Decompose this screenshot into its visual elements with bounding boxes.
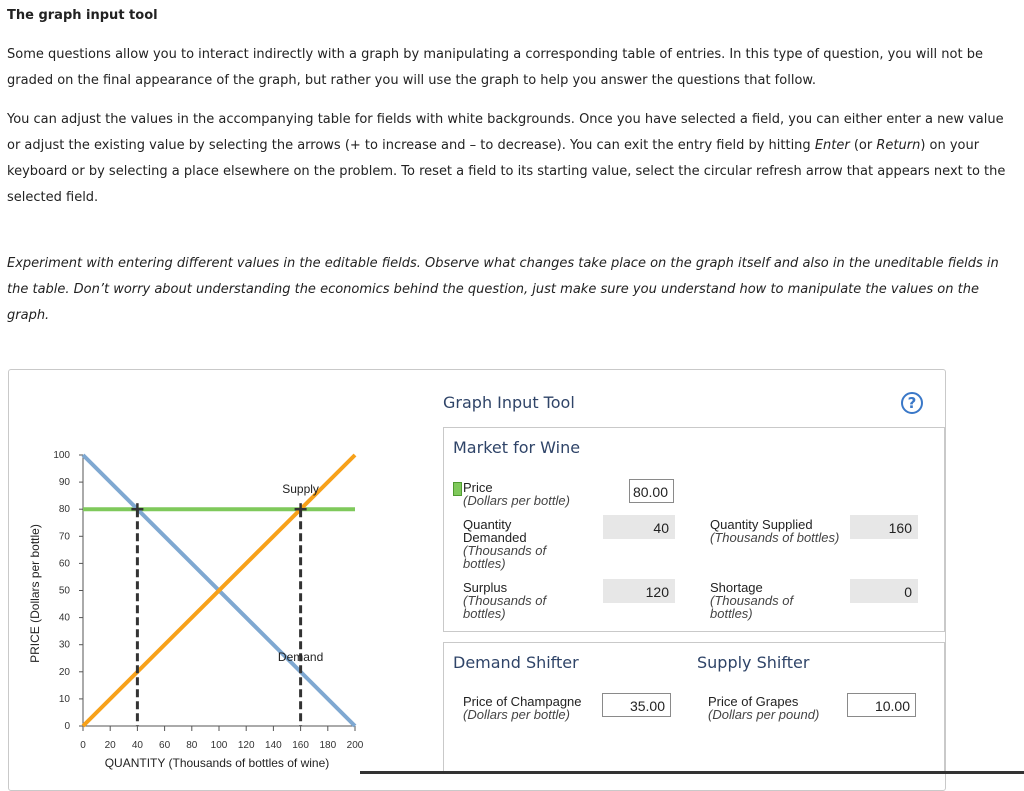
x-tick-label: 120 [237, 740, 255, 751]
champagne-price-label [463, 695, 588, 721]
x-tick-label: 200 [346, 740, 364, 751]
y-tick-label: 70 [58, 531, 70, 543]
price-unit: (Dollars per bottle) [463, 493, 570, 508]
x-tick-label: 180 [319, 740, 337, 751]
y-tick-label: 50 [58, 585, 70, 597]
return-key-text: Return [876, 138, 921, 153]
x-tick-label: 40 [131, 740, 143, 751]
qd-label [463, 518, 563, 570]
market-graph [0, 0, 440, 774]
champagne-price-input[interactable]: 35.00 [602, 693, 671, 717]
surplus-label-text: Surplus [463, 580, 508, 595]
x-tick-label: 160 [292, 740, 309, 751]
surplus-value: 120 [603, 579, 675, 603]
x-axis-label: QUANTITY (Thousands of bottles of wine) [104, 756, 330, 770]
enter-key-text: Enter [814, 138, 850, 153]
qd-value: 40 [603, 515, 675, 539]
instructions-text-c: ) on your keyboard or by selecting a place elsewhere on the problem. To reset a field to its starting value, select the circular refresh arrow that appears next to the selected field. [7, 138, 1006, 205]
shortage-label-text: Shortage [710, 580, 763, 595]
y-tick-label: 20 [58, 666, 70, 678]
y-tick-label: 60 [58, 558, 70, 570]
price-label-text: Price [463, 480, 493, 495]
page-title: The graph input tool [7, 8, 158, 23]
market-title: Market for Wine [453, 438, 581, 457]
x-tick-label: 20 [104, 740, 116, 751]
shortage-unit: (Thousands of bottles) [710, 593, 794, 621]
demand-shifter-title: Demand Shifter [453, 653, 579, 672]
x-tick-label: 60 [159, 740, 171, 751]
qs-label [710, 518, 840, 544]
qs-value: 160 [850, 515, 918, 539]
instructions-text-a: You can adjust the values in the accompanying table for fields with white backgrounds. Once you have selected a field, you can either enter a new value or adjust the existing value by selecting the arrows (+ to increase and – to decrease). You can exit the entry field by hitting [7, 112, 1004, 153]
x-tick-label: 0 [80, 740, 86, 751]
y-tick-label: 30 [58, 639, 70, 651]
qs-unit: (Thousands of bottles) [710, 530, 840, 545]
curve-label-supply: Supply [282, 481, 319, 496]
price-label [463, 481, 570, 507]
help-icon[interactable]: ? [901, 392, 923, 414]
supply-shifter-title: Supply Shifter [697, 653, 810, 672]
price-input[interactable]: 80.00 [629, 479, 674, 503]
grapes-price-label [708, 695, 838, 721]
qs-label-text: Quantity Supplied [710, 517, 813, 532]
tool-title: Graph Input Tool [443, 393, 575, 412]
y-tick-label: 90 [58, 477, 70, 489]
curve-label-demand: Demand [277, 649, 324, 664]
x-tick-label: 100 [210, 740, 228, 751]
grapes-price-unit: (Dollars per pound) [708, 707, 820, 722]
y-tick-label: 100 [53, 450, 70, 461]
y-tick-label: 80 [58, 504, 70, 516]
surplus-label [463, 581, 563, 620]
y-tick-label: 40 [58, 612, 70, 624]
shortage-value: 0 [850, 579, 918, 603]
x-tick-label: 140 [265, 740, 282, 751]
x-tick-label: 80 [186, 740, 198, 751]
qd-label-text: Quantity Demanded [463, 517, 527, 545]
grapes-price-input[interactable]: 10.00 [847, 693, 916, 717]
instructions-text-b: (or [849, 138, 877, 153]
experiment-paragraph: Experiment with entering different values in the editable fields. Observe what changes take place on the graph itself and also in the uneditable fields in the table. Don’t worry about understanding the economics behind the question, just make sure you understand how to manipulate the values on the graph. [7, 256, 999, 323]
champagne-price-unit: (Dollars per bottle) [463, 707, 570, 722]
y-tick-label: 0 [64, 721, 70, 732]
qd-unit: (Thousands of bottles) [463, 543, 547, 571]
y-tick-label: 10 [58, 693, 70, 705]
surplus-unit: (Thousands of bottles) [463, 593, 547, 621]
price-line-swatch-icon [453, 482, 462, 496]
champagne-price-label-text: Price of Champagne [463, 694, 582, 709]
y-axis-label: PRICE (Dollars per bottle) [28, 524, 42, 663]
intro-paragraph: Some questions allow you to interact indirectly with a graph by manipulating a corresponding table of entries. In this type of question, you will not be graded on the final appearance of the graph, but rather you will use the graph to help you answer the questions that follow. [7, 47, 983, 88]
shortage-label [710, 581, 810, 620]
grapes-price-label-text: Price of Grapes [708, 694, 799, 709]
